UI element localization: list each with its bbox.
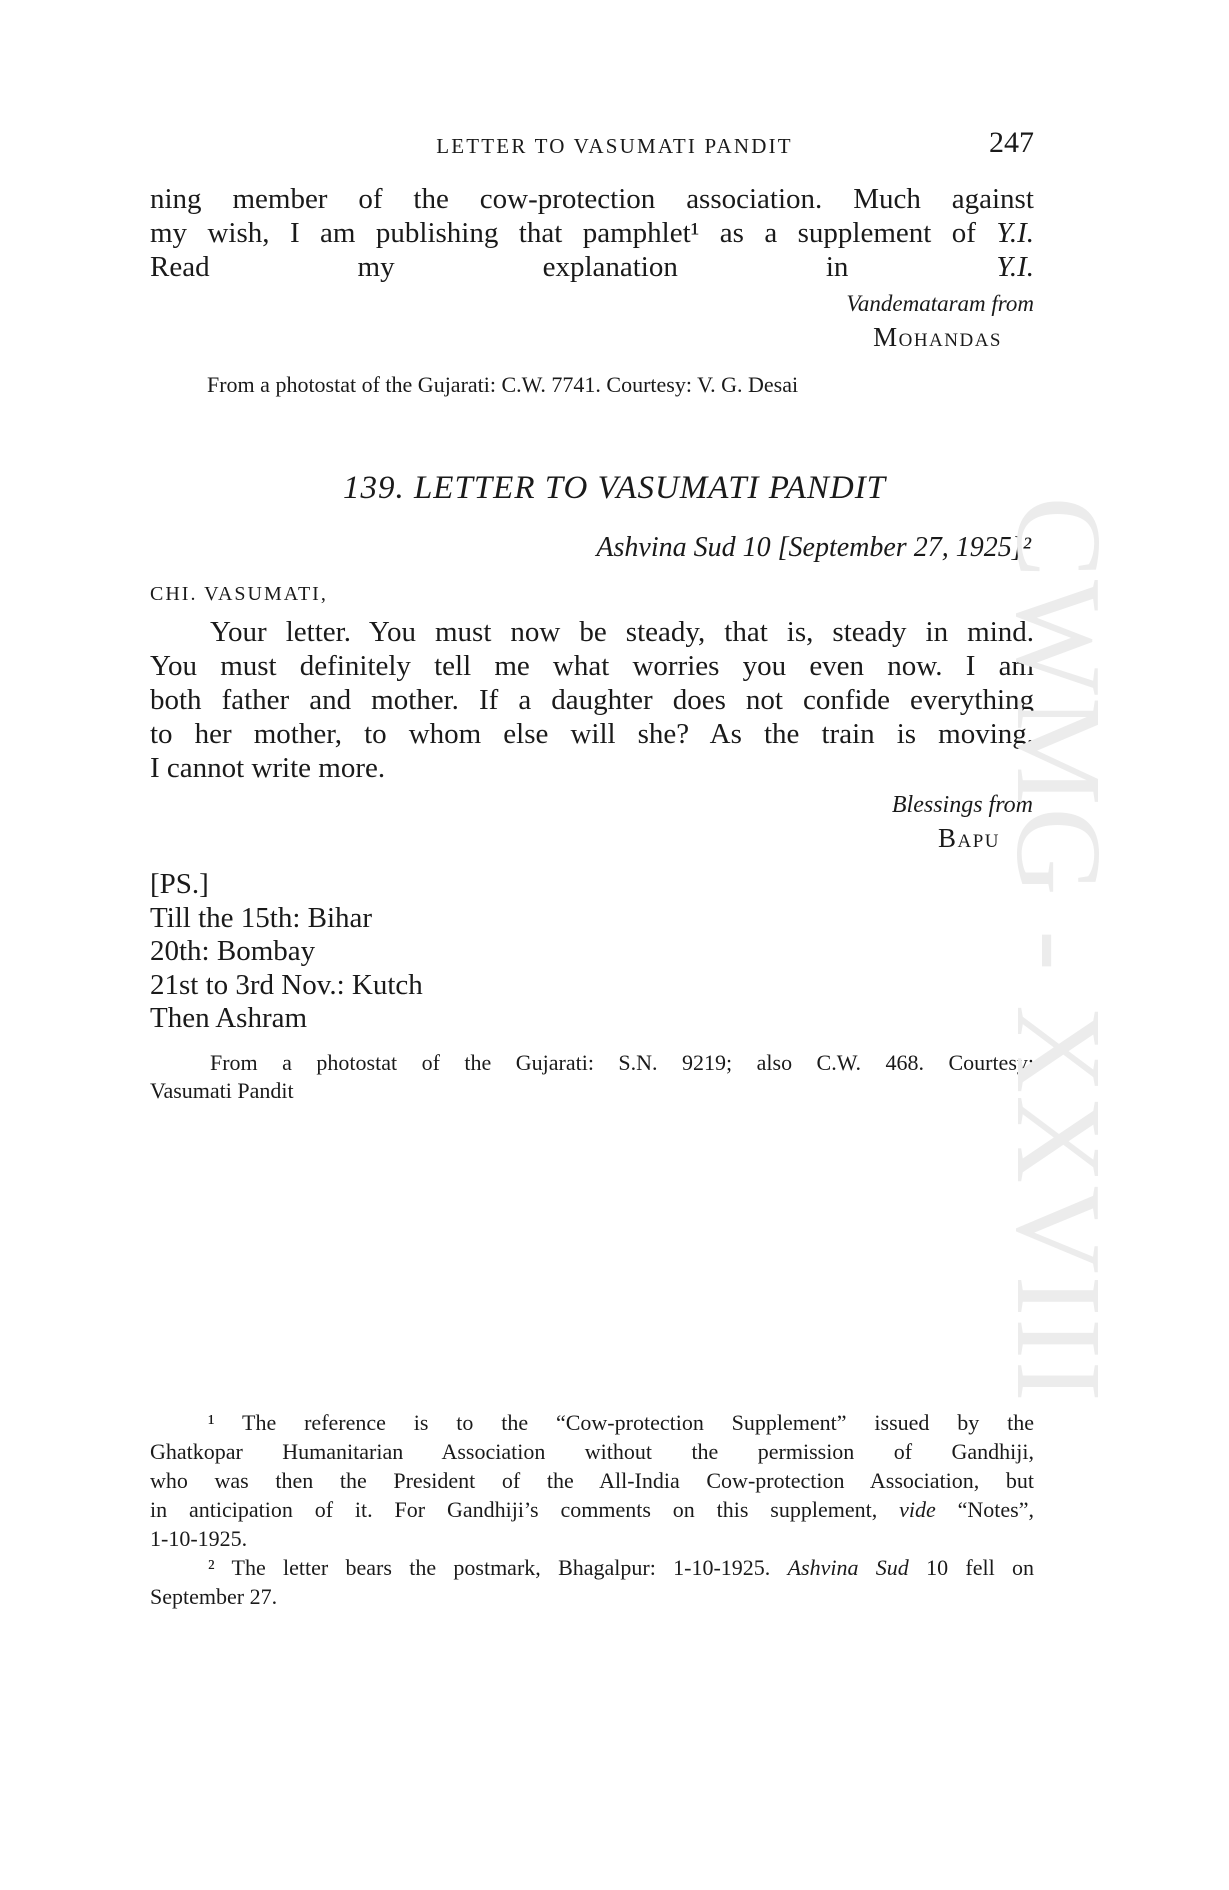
prev-letter-word: a (764, 217, 778, 249)
letter-salutation: CHI. VASUMATI, (150, 583, 328, 605)
prev-letter-word: pamphlet¹ (582, 217, 700, 249)
letter-body-line: Your letter. You must now be steady, that is, steady in mind. (210, 616, 1034, 648)
prev-letter-word: member (232, 183, 328, 215)
letter-body-line: I cannot write more. (150, 752, 386, 784)
letter-closing: Blessings from (891, 792, 1033, 818)
footnote-2-line: September 27. (150, 1584, 278, 1609)
prev-letter-word: I (289, 217, 300, 249)
prev-letter-word: Y.I. (996, 217, 1034, 249)
postscript-line: 20th: Bombay (150, 935, 316, 967)
running-header-title: LETTER TO VASUMATI PANDIT (436, 134, 793, 158)
prev-letter-word: cow-protection (479, 183, 656, 215)
prev-letter-line-2 (150, 216, 1034, 250)
prev-letter-word: publishing (375, 217, 499, 249)
postscript-line: [PS.] (150, 868, 209, 900)
letter-heading: 139. LETTER TO VASUMATI PANDIT (342, 470, 887, 506)
postscript-line: Then Ashram (150, 1002, 308, 1034)
letter-dateline: Ashvina Sud 10 [September 27, 1925]² (596, 532, 1031, 563)
prev-letter-word: am (320, 217, 356, 249)
prev-letter-word: Much (853, 183, 921, 215)
watermark (991, 395, 1126, 1505)
prev-letter-word: my (150, 217, 188, 249)
prev-letter-closing: Vandemataram from (846, 291, 1034, 316)
prev-letter-word: of (951, 217, 976, 249)
footnote-1-line: in anticipation of it. For Gandhiji’s comments on this supplement, vide “Notes”, (150, 1497, 1034, 1522)
letter-body-line: both father and mother. If a daughter does not confide everything (150, 684, 1034, 716)
page-number: 247 (989, 126, 1034, 159)
letter-body-line: You must definitely tell me what worries you even now. I am (150, 650, 1034, 682)
footnote-1-line: who was then the President of the All-India Cow-protection Association, but (150, 1468, 1034, 1493)
prev-letter-word: supplement (797, 217, 932, 249)
footnotes (150, 1408, 1034, 1611)
prev-letter-word: the (413, 183, 449, 215)
prev-letter-source-note: From a photostat of the Gujarati: C.W. 7741. Courtesy: V. G. Desai (207, 372, 799, 397)
postscript-line: 21st to 3rd Nov.: Kutch (150, 968, 423, 1001)
letter-source-note (150, 1049, 1034, 1105)
postscript (150, 868, 423, 1036)
watermark-text: CWMG - XXVIII (991, 496, 1126, 1404)
prev-letter-word: ning (150, 183, 202, 215)
footnote-1-line: 1-10-1925. (150, 1526, 248, 1551)
prev-letter-word: of (358, 183, 383, 215)
prev-letter-word: that (518, 217, 563, 249)
letter-source-line: Vasumati Pandit (150, 1078, 294, 1103)
prev-letter-word: wish, (207, 217, 270, 249)
prev-letter-line-1 (150, 182, 1034, 216)
letter-signature: Bapu (937, 823, 1000, 853)
letter-body (150, 615, 1034, 785)
footnote-2-line: ² The letter bears the postmark, Bhagalpur: 1-10-1925. Ashvina Sud 10 fell on (208, 1555, 1034, 1580)
prev-letter-word: as (719, 217, 744, 249)
prev-letter-signature: Mohandas (873, 322, 1002, 352)
footnote-1-line: Ghatkopar Humanitarian Association without the permission of Gandhiji, (150, 1439, 1034, 1464)
prev-letter-paragraph (150, 182, 1034, 284)
prev-letter-word: against (951, 183, 1034, 215)
prev-letter-line-3: Read my explanation in Y.I. (150, 251, 1034, 283)
letter-source-line: From a photostat of the Gujarati: S.N. 9219; also C.W. 468. Courtesy: (210, 1050, 1034, 1075)
footnote-1-line: ¹ The reference is to the “Cow-protection Supplement” issued by the (208, 1410, 1034, 1435)
prev-letter-word: association. (686, 183, 823, 215)
letter-body-line: to her mother, to whom else will she? As the train is moving, (150, 718, 1034, 750)
postscript-line: Till the 15th: Bihar (150, 901, 373, 934)
